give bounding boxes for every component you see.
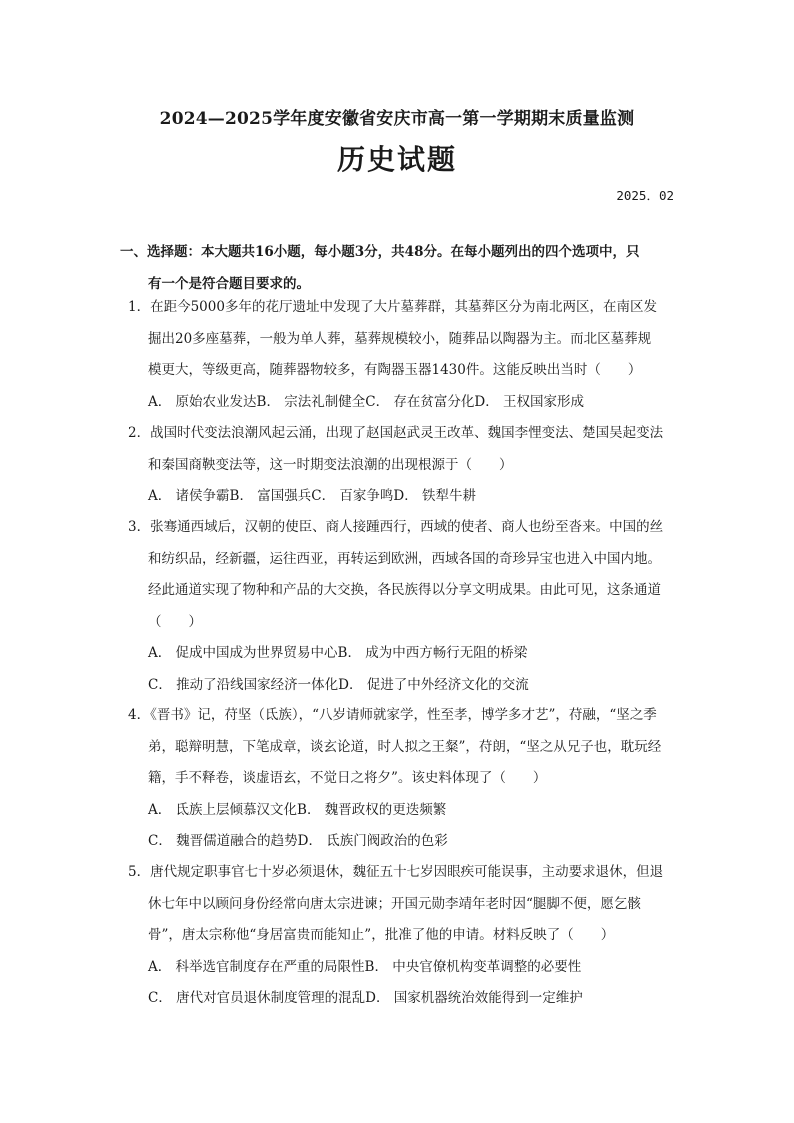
option-b: B． 成为中西方畅行无阻的桥梁 bbox=[337, 645, 528, 661]
exam-date: 2025．02 bbox=[616, 188, 674, 203]
question-5-line: 休七年中以顾问身份经常向唐太宗进谏；开国元勋李靖年老时因“腿脚不便，愿乞骸 bbox=[148, 895, 641, 912]
question-3-line: 3．张骞通西域后，汉朝的使臣、商人接踵西行，西域的使者、商人也纷至沓来。中国的丝 bbox=[128, 519, 664, 535]
question-3 bbox=[128, 512, 688, 701]
option-a: A． 诸侯争霸 bbox=[148, 488, 230, 504]
option-c: C． 存在贫富分化 bbox=[365, 393, 475, 410]
question-2 bbox=[128, 418, 688, 513]
option-d: D． 氐族门阀政治的色彩 bbox=[297, 833, 448, 849]
option-d: D． 王权国家形成 bbox=[474, 393, 585, 410]
question-4-line: 籍，手不释卷，谈虚语玄，不觉日之将夕”。该史料体现了（ ） bbox=[148, 770, 547, 786]
question-1-line: 掘出20多座墓葬，一般为单人葬，墓葬规模较小，随葬品以陶器为主。而北区墓葬规 bbox=[148, 330, 652, 347]
question-5-options-row-1 bbox=[128, 952, 688, 984]
question-5-line: 骨”，唐太宗称他“身居富贵而能知止”，批准了他的申请。材料反映了（ ） bbox=[148, 927, 615, 943]
question-1 bbox=[128, 292, 688, 418]
question-3-options-row-2 bbox=[128, 670, 688, 702]
question-4-options-row-2 bbox=[128, 826, 688, 858]
question-3-line: （ ） bbox=[148, 613, 202, 630]
question-2-options bbox=[128, 481, 688, 513]
question-3-options-row-1 bbox=[128, 638, 688, 670]
option-d: D． 铁犁牛耕 bbox=[393, 488, 477, 504]
option-b: B． 中央官僚机构变革调整的必要性 bbox=[364, 958, 582, 975]
option-c: C． 推动了沿线国家经济一体化 bbox=[148, 676, 339, 693]
option-a: A． 科举选官制度存在严重的局限性 bbox=[148, 958, 365, 975]
section-heading-choice bbox=[120, 236, 680, 300]
question-3-line: 和纺织品，经新疆，运往西亚，再转运到欧洲，西域各国的奇珍异宝也进入中国内地。 bbox=[148, 550, 661, 567]
option-b: B． 魏晋政权的更迭频繁 bbox=[297, 801, 447, 818]
question-4-line: 弟，聪辩明慧，下笔成章，谈玄论道，时人拟之王粲”，苻朗，“坚之从兄子也，耽玩经 bbox=[148, 738, 662, 755]
option-c: C． 唐代对官员退休制度管理的混乱 bbox=[148, 990, 366, 1006]
question-5-line: 5．唐代规定职事官七十岁必须退休，魏征五十七岁因眼疾可能误事，主动要求退休，但退 bbox=[128, 864, 664, 880]
option-c: C． 魏晋儒道融合的趋势 bbox=[148, 833, 298, 849]
question-2-line: 2．战国时代变法浪潮风起云涌，出现了赵国赵武灵王改革、魏国李悝变法、楚国吴起变法 bbox=[128, 425, 664, 441]
option-c: C． 百家争鸣 bbox=[311, 488, 394, 504]
question-4 bbox=[128, 700, 688, 858]
option-a: A． 氐族上层倾慕汉文化 bbox=[148, 801, 298, 818]
question-1-line: 1．在距今5000多年的花厅遗址中发现了大片墓葬群，其墓葬区分为南北两区，在南区发 bbox=[128, 299, 657, 315]
exam-header-title: 2024—2025学年度安徽省安庆市高一第一学期期末质量监测 bbox=[159, 109, 635, 129]
question-2-line: 和秦国商鞅变法等，这一时期变法浪潮的出现根源于（ ） bbox=[148, 456, 513, 473]
question-4-line: 4．《晋书》记，苻坚（氐族），“八岁请师就家学，性至孝，博学多才艺”，苻融，“坚之季 bbox=[128, 707, 657, 723]
question-5-options-row-2 bbox=[128, 983, 688, 1015]
option-d: D． 促进了中外经济文化的交流 bbox=[338, 676, 529, 693]
question-3-line: 经此通道实现了物种和产品的大交换，各民族得以分享文明成果。由此可见，这条通道 bbox=[148, 582, 661, 598]
question-1-options bbox=[128, 387, 688, 419]
option-d: D． 国家机器统治效能得到一定维护 bbox=[365, 990, 583, 1006]
option-a: A． 原始农业发达 bbox=[148, 393, 257, 410]
section-heading-line-2: 有一个是符合题目要求的。 bbox=[148, 276, 310, 292]
question-4-options-row-1 bbox=[128, 795, 688, 827]
section-heading-line-1: 一、选择题：本大题共16小题，每小题3分，共48分。在每小题列出的四个选项中，只 bbox=[120, 244, 640, 260]
option-b: B． 富国强兵 bbox=[229, 488, 312, 504]
question-1-line: 模更大，等级更高，随葬器物较多，有陶器玉器1430件。这能反映出当时（ ） bbox=[148, 362, 642, 378]
option-b: B． 宗法礼制健全 bbox=[256, 393, 366, 410]
question-5 bbox=[128, 857, 688, 1015]
subject-title: 历史试题 bbox=[336, 143, 457, 176]
option-a: A． 促成中国成为世界贸易中心 bbox=[148, 645, 338, 661]
